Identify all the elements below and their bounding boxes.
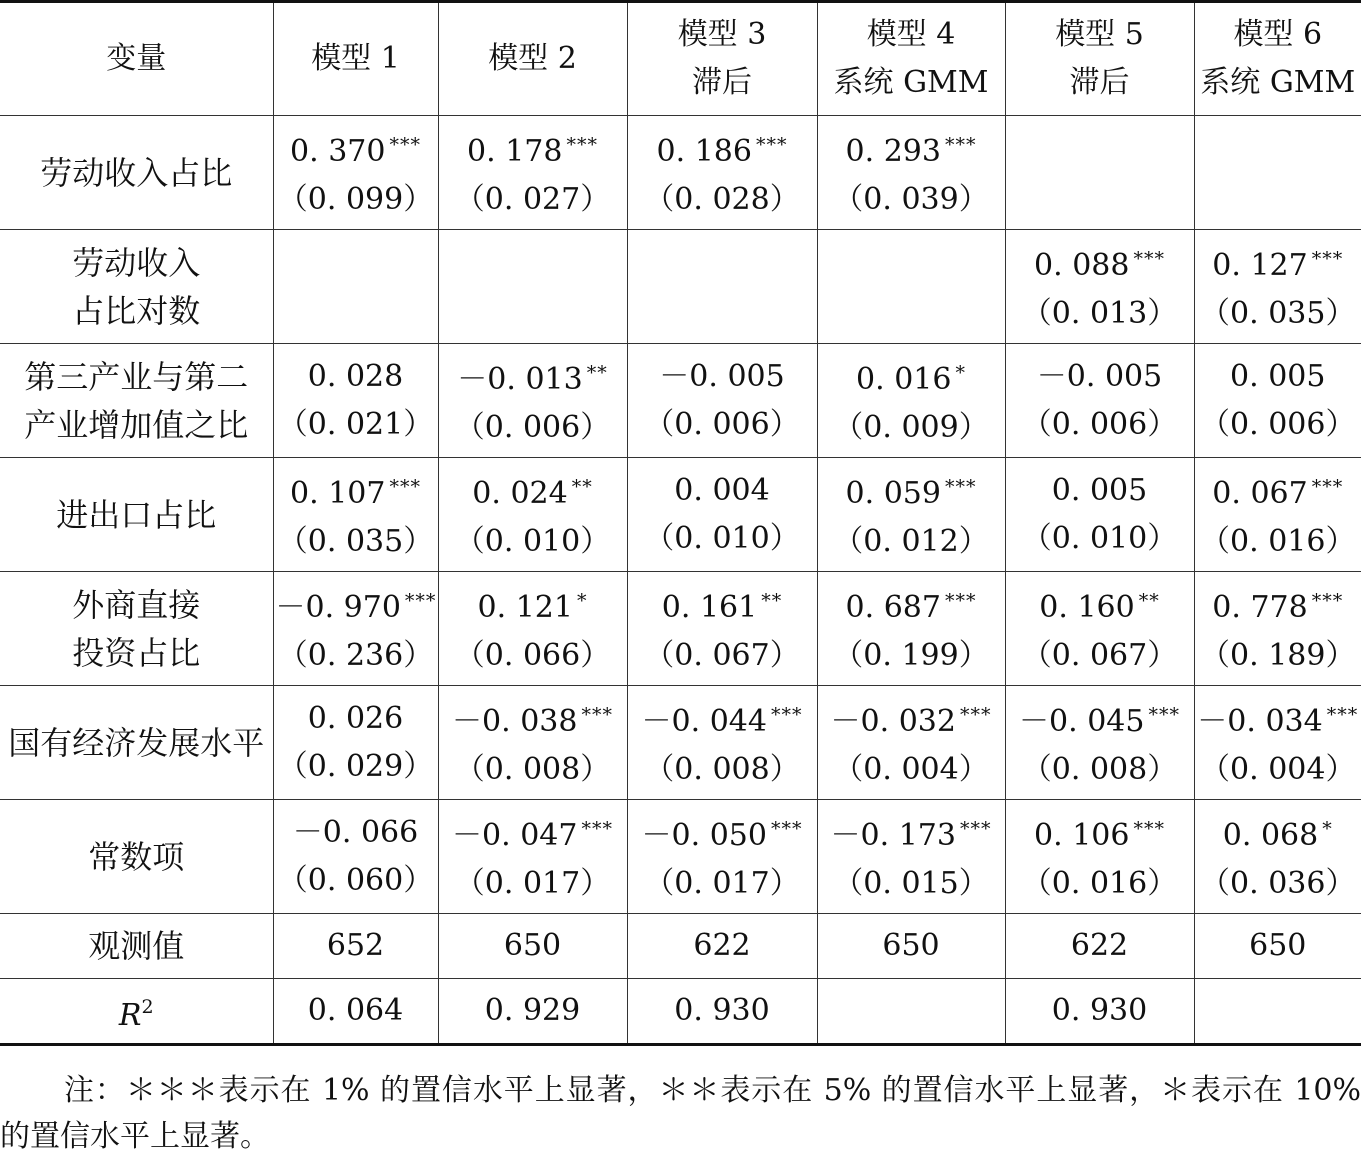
coefficient-value: －0. 032 xyxy=(830,704,956,739)
coefficient-cell xyxy=(1005,800,1194,914)
coefficient-cell xyxy=(627,686,817,800)
coefficient-cell xyxy=(273,686,438,800)
standard-error: （0. 009） xyxy=(833,410,989,445)
significance-stars: *** xyxy=(389,476,421,498)
variable-label xyxy=(0,116,273,230)
standard-error: （0. 035） xyxy=(277,524,434,559)
coefficient-line xyxy=(630,691,815,746)
table-row xyxy=(0,686,1361,800)
coefficient-line xyxy=(1008,577,1192,632)
header-line: 模型 2 xyxy=(488,41,577,76)
coefficient-line xyxy=(630,577,815,632)
standard-error: （0. 027） xyxy=(454,182,611,217)
r-squared-value xyxy=(1194,979,1361,1045)
coefficient-value: 0. 024 xyxy=(472,476,568,511)
coefficient-value: 0. 067 xyxy=(1212,476,1308,511)
significance-stars: *** xyxy=(770,704,803,726)
coefficient-line xyxy=(1197,463,1360,518)
coefficient-value: －0. 066 xyxy=(292,814,419,850)
significance-stars: *** xyxy=(1311,248,1344,270)
coefficient-cell xyxy=(273,344,438,458)
standard-error: （0. 010） xyxy=(644,520,800,556)
coefficient-cell xyxy=(273,800,438,914)
variable-label xyxy=(0,230,273,344)
standard-error: （0. 010） xyxy=(1021,520,1178,556)
header-line: 滞后 xyxy=(692,65,752,100)
coefficient-cell xyxy=(817,800,1005,914)
coefficient-line xyxy=(276,121,436,176)
variable-label-line: 国有经济发展水平 xyxy=(8,723,265,762)
standard-error: （0. 016） xyxy=(1200,524,1356,559)
standard-error: （0. 067） xyxy=(1021,638,1178,673)
coefficient-cell xyxy=(817,230,1005,344)
coefficient-line xyxy=(820,349,1003,404)
coefficient-line xyxy=(276,577,436,632)
coefficient-cell xyxy=(1005,344,1194,458)
coefficient-value: 0. 068 xyxy=(1222,818,1319,853)
coefficient-cell xyxy=(1194,800,1361,914)
coefficient-cell xyxy=(438,116,627,230)
coefficient-line xyxy=(441,805,625,860)
coefficient-value: 0. 127 xyxy=(1212,248,1308,283)
coefficient-line xyxy=(441,349,625,404)
significance-stars: *** xyxy=(944,590,977,612)
coefficient-line xyxy=(820,463,1003,518)
table-row xyxy=(0,458,1361,572)
r-squared-label xyxy=(0,979,273,1045)
significance-stars: ** xyxy=(586,362,608,384)
coefficient-value: －0. 005 xyxy=(1036,358,1163,394)
coefficient-line xyxy=(820,577,1003,632)
r-squared-value xyxy=(817,979,1005,1045)
significance-stars: ** xyxy=(571,476,593,498)
coefficient-value: 0. 121 xyxy=(477,590,573,625)
significance-stars: * xyxy=(955,362,966,384)
standard-error: （0. 199） xyxy=(833,638,989,673)
coefficient-line xyxy=(1008,235,1192,290)
standard-error: （0. 017） xyxy=(454,866,611,901)
table-row xyxy=(0,344,1361,458)
coefficient-value: 0. 004 xyxy=(674,472,770,508)
standard-error: （0. 067） xyxy=(644,638,800,673)
r-squared-value: 0. 930 xyxy=(627,979,817,1045)
table-header xyxy=(0,2,1361,116)
coefficient-value: 0. 005 xyxy=(1051,472,1148,508)
standard-error: （0. 006） xyxy=(644,406,800,442)
coefficient-cell xyxy=(273,116,438,230)
significance-stars: *** xyxy=(404,590,437,612)
coefficient-value: －0. 173 xyxy=(830,818,956,853)
coefficient-value: －0. 970 xyxy=(275,590,401,625)
significance-stars: * xyxy=(1322,818,1333,840)
observations-value: 622 xyxy=(1005,914,1194,979)
coefficient-cell xyxy=(273,458,438,572)
header-line: 模型 1 xyxy=(311,41,400,76)
r-squared-value: 0. 929 xyxy=(438,979,627,1045)
r-squared-value: 0. 064 xyxy=(273,979,438,1045)
coefficient-cell xyxy=(1194,344,1361,458)
coefficient-line xyxy=(630,121,815,176)
significance-stars: *** xyxy=(1311,590,1344,612)
coefficient-cell xyxy=(1194,572,1361,686)
standard-error: （0. 017） xyxy=(644,866,800,901)
standard-error: （0. 013） xyxy=(1021,296,1178,331)
header-model-2 xyxy=(438,2,627,116)
coefficient-cell xyxy=(627,572,817,686)
coefficient-value: 0. 016 xyxy=(856,362,952,397)
coefficient-line xyxy=(1008,691,1192,746)
significance-stars: *** xyxy=(959,818,992,840)
table-row xyxy=(0,230,1361,344)
coefficient-value: 0. 088 xyxy=(1034,248,1130,283)
observations-value: 652 xyxy=(273,914,438,979)
coefficient-line xyxy=(820,121,1003,176)
coefficient-value: 0. 186 xyxy=(656,134,752,169)
significance-stars: *** xyxy=(1326,704,1359,726)
standard-error: （0. 028） xyxy=(644,182,800,217)
observations-value: 650 xyxy=(817,914,1005,979)
coefficient-cell xyxy=(438,230,627,344)
variable-label xyxy=(0,344,273,458)
header-row xyxy=(0,2,1361,116)
standard-error: （0. 015） xyxy=(833,866,989,901)
header-line: 模型 4 xyxy=(866,17,956,52)
standard-error: （0. 006） xyxy=(1021,406,1178,442)
variable-label-line: 第三产业与第二 xyxy=(24,357,249,396)
standard-error: （0. 029） xyxy=(277,748,434,784)
coefficient-value: －0. 034 xyxy=(1197,704,1323,739)
significance-stars: *** xyxy=(1133,818,1165,840)
coefficient-line xyxy=(1008,805,1192,860)
significance-stars: *** xyxy=(1148,704,1180,726)
header-line: 模型 3 xyxy=(677,17,767,52)
variable-label xyxy=(0,686,273,800)
header-line: 模型 6 xyxy=(1233,17,1323,52)
standard-error: （0. 189） xyxy=(1200,638,1356,673)
coefficient-cell xyxy=(817,116,1005,230)
coefficient-cell xyxy=(438,458,627,572)
coefficient-line xyxy=(441,121,625,176)
variable-label xyxy=(0,458,273,572)
coefficient-value: 0. 161 xyxy=(661,590,758,625)
standard-error: （0. 060） xyxy=(277,862,434,898)
coefficient-line xyxy=(630,805,815,860)
coefficient-cell xyxy=(627,800,817,914)
significance-stars: *** xyxy=(959,704,992,726)
standard-error: （0. 012） xyxy=(833,524,989,559)
coefficient-cell xyxy=(438,344,627,458)
standard-error: （0. 039） xyxy=(833,182,989,217)
header-line: 变量 xyxy=(106,41,167,76)
header-line: 模型 5 xyxy=(1055,17,1144,52)
table-row xyxy=(0,116,1361,230)
r-squared-row xyxy=(0,979,1361,1045)
r-squared-symbol: R xyxy=(118,997,142,1033)
coefficient-line xyxy=(441,463,625,518)
significance-stars: *** xyxy=(1311,476,1344,498)
variable-label xyxy=(0,800,273,914)
coefficient-line xyxy=(276,353,436,401)
table-row xyxy=(0,572,1361,686)
coefficient-line xyxy=(441,577,625,632)
header-model-4 xyxy=(817,2,1005,116)
coefficient-value: 0. 178 xyxy=(467,134,563,169)
coefficient-cell xyxy=(1005,116,1194,230)
observations-label: 观测值 xyxy=(0,914,273,979)
coefficient-line xyxy=(1197,235,1360,290)
significance-stars: *** xyxy=(581,818,613,840)
coefficient-line xyxy=(1197,353,1360,401)
coefficient-cell xyxy=(627,116,817,230)
header-model-6 xyxy=(1194,2,1361,116)
standard-error: （0. 008） xyxy=(454,752,611,787)
coefficient-line xyxy=(820,691,1003,746)
coefficient-value: －0. 005 xyxy=(659,358,785,394)
coefficient-line xyxy=(630,353,815,401)
significance-stars: *** xyxy=(944,476,977,498)
coefficient-cell xyxy=(438,800,627,914)
observations-value: 650 xyxy=(438,914,627,979)
variable-label-line: 劳动收入占比 xyxy=(40,153,233,192)
standard-error: （0. 004） xyxy=(833,752,989,787)
coefficient-line xyxy=(1197,805,1360,860)
coefficient-value: 0. 107 xyxy=(290,476,386,511)
coefficient-value: 0. 028 xyxy=(307,358,404,394)
coefficient-cell xyxy=(627,344,817,458)
significance-stars: ** xyxy=(1138,590,1160,612)
coefficient-cell xyxy=(1194,116,1361,230)
significance-stars: * xyxy=(576,590,588,612)
coefficient-cell xyxy=(1005,458,1194,572)
coefficient-value: 0. 778 xyxy=(1212,590,1308,625)
observations-row xyxy=(0,914,1361,979)
variable-label-line: 劳动收入 xyxy=(72,243,201,282)
coefficient-line xyxy=(276,809,436,857)
standard-error: （0. 008） xyxy=(644,752,800,787)
r-squared-value: 0. 930 xyxy=(1005,979,1194,1045)
coefficient-value: 0. 687 xyxy=(845,590,941,625)
coefficient-value: －0. 045 xyxy=(1019,704,1145,739)
coefficient-value: －0. 013 xyxy=(457,362,583,397)
coefficient-line xyxy=(441,691,625,746)
header-line: 系统 GMM xyxy=(833,65,989,100)
table-note: 注：＊＊＊表示在 1% 的置信水平上显著，＊＊表示在 5% 的置信水平上显著，＊表示在 10% 的置信水平上显著。 xyxy=(0,1073,1361,1154)
header-model-5 xyxy=(1005,2,1194,116)
significance-stars: *** xyxy=(1133,248,1165,270)
coefficient-cell xyxy=(817,344,1005,458)
coefficient-cell xyxy=(1005,230,1194,344)
variable-label xyxy=(0,572,273,686)
coefficient-value: 0. 370 xyxy=(290,134,386,169)
coefficient-value: 0. 160 xyxy=(1039,590,1135,625)
significance-stars: *** xyxy=(944,134,977,156)
standard-error: （0. 236） xyxy=(277,638,434,673)
variable-label-line: 占比对数 xyxy=(72,291,201,330)
coefficient-cell xyxy=(627,458,817,572)
coefficient-line xyxy=(1008,353,1192,401)
standard-error: （0. 035） xyxy=(1200,296,1356,331)
observations-value: 650 xyxy=(1194,914,1361,979)
table-row xyxy=(0,800,1361,914)
coefficient-cell xyxy=(1194,230,1361,344)
standard-error: （0. 006） xyxy=(454,410,611,445)
observations-value: 622 xyxy=(627,914,817,979)
coefficient-line xyxy=(276,695,436,743)
variable-label-line: 常数项 xyxy=(88,837,185,876)
standard-error: （0. 099） xyxy=(277,182,434,217)
coefficient-value: －0. 038 xyxy=(452,704,578,739)
standard-error: （0. 008） xyxy=(1021,752,1178,787)
coefficient-cell xyxy=(627,230,817,344)
coefficient-cell xyxy=(817,458,1005,572)
standard-error: （0. 016） xyxy=(1021,866,1178,901)
coefficient-line xyxy=(630,467,815,515)
significance-stars: *** xyxy=(581,704,613,726)
coefficient-cell xyxy=(1005,572,1194,686)
coefficient-value: 0. 106 xyxy=(1034,818,1130,853)
coefficient-value: 0. 059 xyxy=(845,476,941,511)
standard-error: （0. 021） xyxy=(277,406,434,442)
variable-label-line: 外商直接 xyxy=(72,585,201,624)
coefficient-line xyxy=(1008,467,1192,515)
coefficient-line xyxy=(820,805,1003,860)
header-model-1 xyxy=(273,2,438,116)
significance-stars: *** xyxy=(770,818,803,840)
coefficient-cell xyxy=(273,230,438,344)
standard-error: （0. 066） xyxy=(454,638,611,673)
variable-label-line: 产业增加值之比 xyxy=(24,405,249,444)
coefficient-cell xyxy=(1194,458,1361,572)
standard-error: （0. 036） xyxy=(1200,866,1356,901)
coefficient-line xyxy=(276,463,436,518)
coefficient-value: －0. 047 xyxy=(452,818,578,853)
variable-label-line: 投资占比 xyxy=(72,633,201,672)
standard-error: （0. 006） xyxy=(1200,406,1356,442)
significance-stars: *** xyxy=(389,134,421,156)
coefficient-cell xyxy=(817,686,1005,800)
standard-error: （0. 010） xyxy=(454,524,611,559)
variable-label-line: 进出口占比 xyxy=(56,495,217,534)
header-line: 滞后 xyxy=(1069,65,1130,100)
coefficient-cell xyxy=(1005,686,1194,800)
header-model-3 xyxy=(627,2,817,116)
coefficient-value: 0. 293 xyxy=(845,134,941,169)
table-body xyxy=(0,116,1361,1045)
significance-stars: ** xyxy=(761,590,783,612)
coefficient-value: 0. 005 xyxy=(1230,358,1326,394)
coefficient-line xyxy=(1197,577,1360,632)
standard-error: （0. 004） xyxy=(1200,752,1356,787)
header-variable xyxy=(0,2,273,116)
coefficient-cell xyxy=(438,572,627,686)
coefficient-cell xyxy=(273,572,438,686)
coefficient-line xyxy=(1197,691,1360,746)
coefficient-cell xyxy=(438,686,627,800)
r-squared-exponent: 2 xyxy=(141,995,154,1018)
coefficient-value: －0. 044 xyxy=(641,704,767,739)
header-line: 系统 GMM xyxy=(1200,65,1356,100)
coefficient-value: －0. 050 xyxy=(641,818,767,853)
significance-stars: *** xyxy=(755,134,788,156)
coefficient-cell xyxy=(1194,686,1361,800)
coefficient-value: 0. 026 xyxy=(307,700,404,736)
significance-stars: *** xyxy=(566,134,598,156)
coefficient-cell xyxy=(817,572,1005,686)
